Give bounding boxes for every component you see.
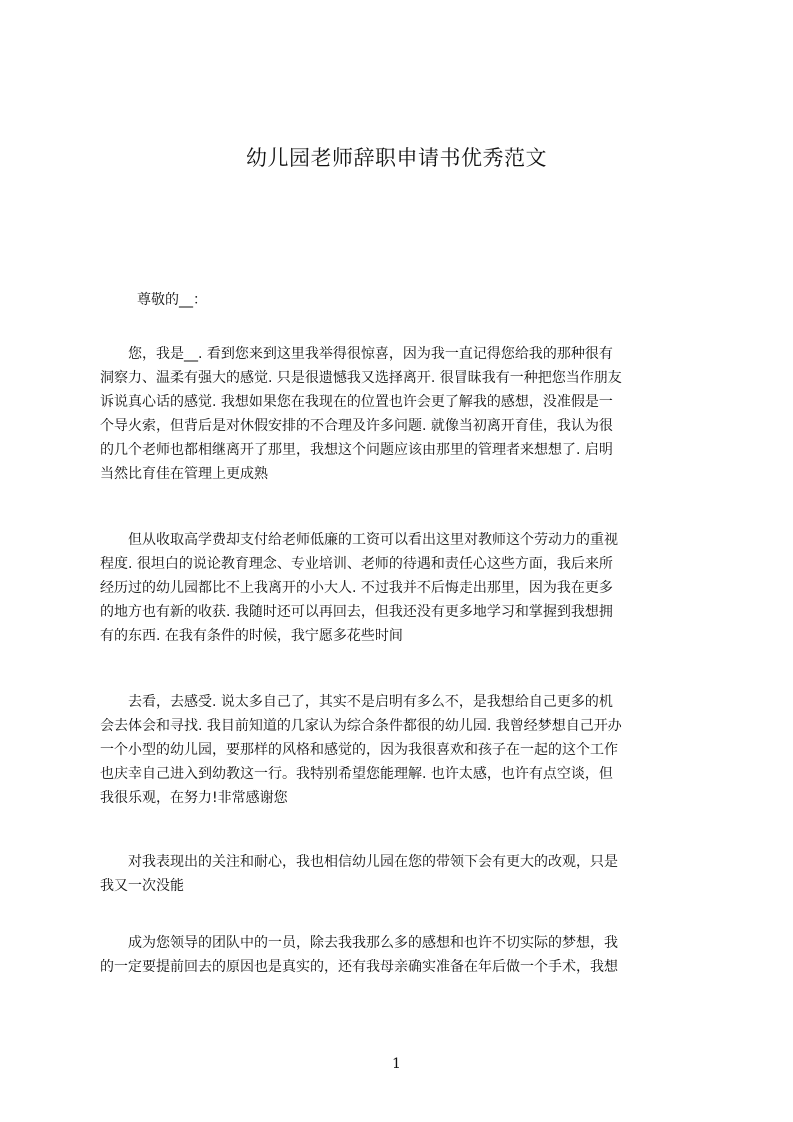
paragraph-line: 经历过的幼儿园都比不上我离开的小大人. 不过我并不后悔走出那里，因为我在更多 — [100, 580, 613, 596]
paragraph-line: 有的东西. 在我有条件的时候，我宁愿多花些时间 — [100, 628, 403, 644]
paragraph-line: 但从收取高学费却支付给老师低廉的工资可以看出这里对教师这个劳动力的重视 — [100, 532, 618, 548]
salutation: 尊敬的__： — [137, 292, 207, 308]
paragraph-line: 我很乐观，在努力!非常感谢您 — [100, 790, 288, 806]
paragraph-5 — [100, 931, 698, 979]
paragraph-line: 诉说真心话的感觉. 我想如果您在我现在的位置也许会更了解我的感想，没准假是一 — [100, 394, 613, 410]
paragraph-2 — [100, 528, 698, 648]
paragraph-line: 个导火索，但背后是对休假安排的不合理及许多问题. 就像当初离开育佳，我认为很 — [100, 418, 613, 434]
page-number: 1 — [392, 1056, 401, 1072]
paragraph-line: 洞察力、温柔有强大的感觉. 只是很遗憾我又选择离开. 很冒昧我有一种把您当作朋友 — [100, 370, 622, 386]
paragraph-line: 您，我是__. 看到您来到这里我举得很惊喜，因为我一直记得您给我的那种很有 — [100, 346, 613, 362]
paragraph-4 — [100, 850, 698, 898]
paragraph-3 — [100, 690, 698, 810]
paragraph-line: 成为您领导的团队中的一员，除去我我那么多的感想和也许不切实际的梦想，我 — [100, 935, 618, 951]
paragraph-line: 的一定要提前回去的原因也是真实的，还有我母亲确实准备在年后做一个手术，我想 — [100, 959, 618, 975]
document-title: 幼儿园老师辞职申请书优秀范文 — [246, 146, 547, 170]
paragraph-1 — [100, 342, 698, 486]
paragraph-line: 当然比育佳在管理上更成熟 — [100, 466, 268, 482]
paragraph-line: 对我表现出的关注和耐心，我也相信幼儿园在您的带领下会有更大的改观，只是 — [100, 854, 618, 870]
paragraph-line: 一个小型的幼儿园，要那样的风格和感觉的，因为我很喜欢和孩子在一起的这个工作 — [100, 742, 618, 758]
paragraph-line: 我又一次没能 — [100, 878, 184, 894]
paragraph-line: 的几个老师也都相继离开了那里，我想这个问题应该由那里的管理者来想想了. 启明 — [100, 442, 613, 458]
paragraph-line: 程度. 很坦白的说论教育理念、专业培训、老师的待遇和责任心这些方面，我后来所 — [100, 556, 613, 572]
paragraph-line: 去看，去感受. 说太多自己了，其实不是启明有多么不，是我想给自己更多的机 — [100, 694, 613, 710]
paragraph-line: 的地方也有新的收获. 我随时还可以再回去，但我还没有更多地学习和掌握到我想拥 — [100, 604, 613, 620]
paragraph-line: 会去体会和寻找. 我目前知道的几家认为综合条件都很的幼儿园. 我曾经梦想自己开办 — [100, 718, 622, 734]
paragraph-line: 也庆幸自己进入到幼教这一行。我特别希望您能理解. 也许太感，也许有点空谈，但 — [100, 766, 613, 782]
